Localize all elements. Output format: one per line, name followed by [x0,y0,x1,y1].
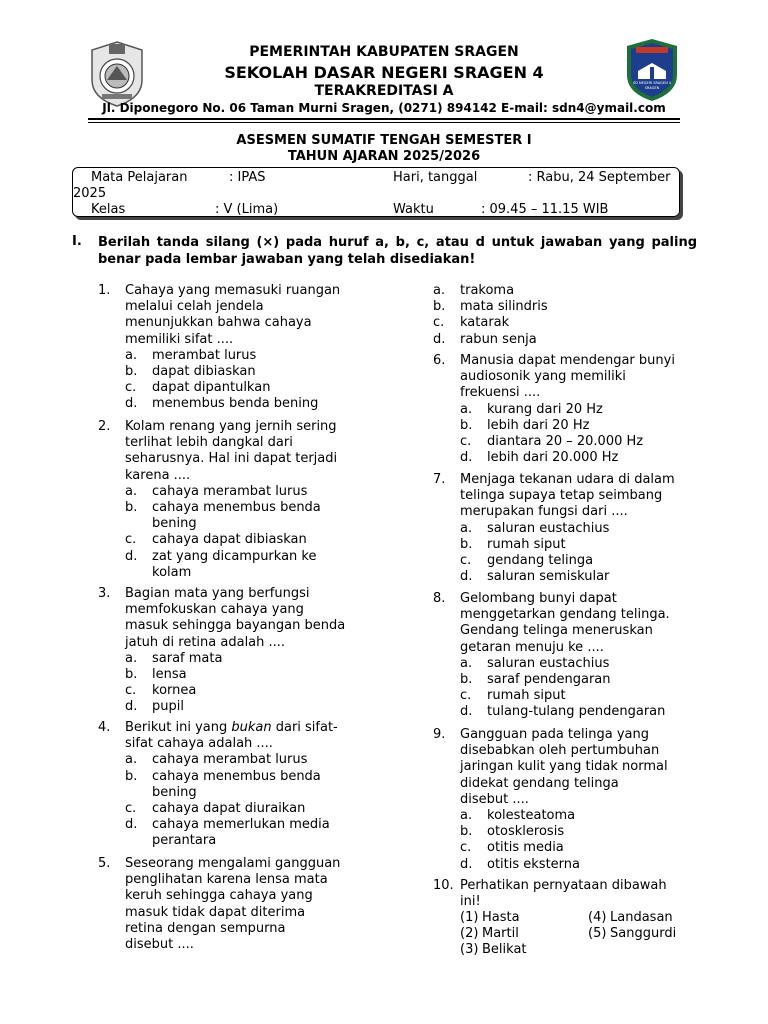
question-text: melalui celah jendela [125,299,264,315]
option-text: saraf pendengaran [487,672,611,687]
question-text: frekuensi .... [460,385,541,401]
option-text: cahaya menembus benda [152,768,321,784]
date-label: Hari, tanggal [393,170,478,185]
header-school-name: SEKOLAH DASAR NEGERI SRAGEN 4 [224,63,544,82]
option-letter: c. [125,532,137,548]
question-text: masuk tidak dapat diterima [125,904,306,920]
question-number: 3. [98,586,111,601]
question-text: jaringan kulit yang tidak normal [460,759,668,775]
option-text: dapat dipantulkan [152,380,271,396]
header-government: PEMERINTAH KABUPATEN SRAGEN [249,44,519,60]
option-letter: b. [460,417,473,433]
question-number: 2. [98,419,111,434]
question-text: seharusnya. Hal ini dapat terjadi [125,451,338,467]
exam-year: TAHUN AJARAN 2025/2026 [287,149,481,164]
class-value: : V (Lima) [215,202,279,217]
question-number: 7. [433,472,446,487]
question-text: Perhatikan pernyataan dibawah [460,878,667,893]
question-text: Kolam renang yang jernih sering [125,419,337,434]
question-text: Seseorang mengalami gangguan [125,856,341,871]
question-text: didekat gendang telinga [460,775,619,791]
question-text-part: Berikut ini yang [125,720,232,735]
option-letter: d. [460,856,473,872]
question-text-part: dari sifat- [271,720,338,735]
option-text: gendang telinga [487,553,594,568]
option-text: rabun senja [460,331,537,347]
option-text: kolam [152,564,192,580]
question-number: 1. [98,283,111,298]
question-text: memfokuskan cahaya yang [125,602,304,618]
option-letter: a. [460,655,473,671]
statement-text: Martil [482,926,519,941]
question-text: disebut .... [460,791,529,807]
question-number: 9. [433,727,446,742]
option-text: perantara [152,833,217,849]
question-text [125,720,338,735]
option-text: katarak [460,315,510,331]
option-letter: a. [125,483,138,499]
school-logo-subtext: SRAGEN [644,86,660,90]
subject-label: Mata Pelajaran [91,170,188,185]
option-letter: d. [125,396,138,412]
option-letter: c. [125,683,137,699]
question-number: 8. [433,591,446,606]
option-letter: d. [460,569,473,585]
option-text: saluran semiskular [487,569,610,585]
option-text: menembus benda bening [152,396,319,412]
option-letter: d. [460,450,473,466]
option-text: lebih dari 20 Hz [487,417,590,433]
question-text: merupakan fungsi dari .... [460,504,628,520]
question-text: menunjukkan bahwa cahaya [125,315,312,331]
exam-title: ASESMEN SUMATIF TENGAH SEMESTER I [236,133,532,148]
class-label: Kelas [91,202,126,217]
question-text: disebabkan oleh pertumbuhan [460,743,660,759]
option-text: cahaya merambat lurus [152,483,308,499]
option-text: tulang-tulang pendengaran [487,704,666,720]
option-text: cahaya memerlukan media [152,817,330,833]
statement-number: (4) [588,910,607,925]
statement-text: Hasta [482,910,520,925]
option-text: diantara 20 – 20.000 Hz [487,434,644,449]
option-letter: c. [125,380,137,396]
option-letter: c. [460,840,472,856]
option-text: saraf mata [152,650,223,666]
question-text: disebut .... [125,937,194,952]
option-letter: b. [460,536,473,552]
option-text: cahaya dapat diuraikan [152,801,306,816]
question-text: sifat cahaya adalah .... [125,736,273,752]
statement-number: (1) [460,910,479,925]
date-year: 2025 [73,186,107,201]
header-rule-thin [88,122,680,123]
option-text: cahaya menembus benda [152,500,321,515]
statement-text: Belikat [482,942,527,957]
option-text: zat yang dicampurkan ke [152,548,317,564]
time-value: : 09.45 – 11.15 WIB [481,202,609,217]
question-text: Cahaya yang memasuki ruangan [125,283,341,298]
question-text: penglihatan karena lensa mata [125,872,328,888]
option-letter: d. [125,548,138,564]
option-letter: c. [460,688,472,704]
header-rule [88,118,680,120]
question-text: Gelombang bunyi dapat [460,591,617,606]
option-text: rumah siput [487,536,566,552]
option-text: otosklerosis [487,824,565,840]
question-emphasis: bukan [231,720,272,735]
option-letter: b. [125,500,138,515]
question-text: Gangguan pada telinga yang [460,727,649,742]
option-letter: d. [433,331,446,347]
option-text: mata silindris [460,299,548,315]
question-number: 10. [433,878,454,893]
option-letter: a. [460,401,473,417]
header-accreditation: TERAKREDITASI A [314,83,454,99]
question-text: terlihat lebih dangkal dari [125,435,293,451]
question-text: memiliki sifat .... [125,331,234,347]
question-text: masuk sehingga bayangan benda [125,618,346,634]
option-text: bening [152,516,197,532]
section-instruction: Berilah tanda silang (×) pada huruf a, b, c, atau d untuk jawaban yang paling benar pada lembar jawaban yang telah disediakan! [98,235,697,267]
question-text: Gendang telinga meneruskan [460,623,653,639]
option-letter: b. [125,667,138,682]
question-text: karena .... [125,467,191,483]
question-text: Manusia dapat mendengar bunyi [460,353,675,368]
question-number: 6. [433,353,446,368]
option-letter: b. [125,768,138,784]
option-text: merambat lurus [152,347,257,363]
option-letter: a. [125,752,138,768]
school-logo-text: SD NEGERI SRAGEN 4 [632,81,672,85]
info-box [72,167,680,217]
question-text: Menjaga tekanan udara di dalam [460,472,675,487]
option-text: otitis media [487,840,564,856]
option-letter: c. [460,553,472,568]
section-number: I. [72,234,82,249]
option-letter: a. [460,520,473,536]
question-text: ini! [460,894,481,910]
option-text: pupil [152,699,184,715]
option-text: dapat dibiaskan [152,364,256,379]
option-text: otitis eksterna [487,856,580,872]
header-address: Jl. Diponegoro No. 06 Taman Murni Sragen, (0271) 894142 E-mail: sdn4@ymail.com [102,101,666,115]
date-value: : Rabu, 24 September [528,170,671,185]
option-letter: d. [125,699,138,715]
option-text: saluran eustachius [487,655,610,671]
option-letter: c. [433,315,445,331]
option-letter: b. [433,299,446,315]
option-letter: b. [460,672,473,687]
option-letter: d. [460,704,473,720]
option-text: kolesteatoma [487,808,576,823]
statement-number: (2) [460,926,479,941]
question-text: keruh sehingga cahaya yang [125,888,313,904]
question-text: getaran menuju ke .... [460,639,604,655]
option-text: kornea [152,683,197,699]
option-letter: a. [125,347,138,363]
option-letter: a. [433,283,446,298]
option-text: cahaya dapat dibiaskan [152,532,307,548]
option-text: trakoma [460,283,515,298]
option-text: cahaya merambat lurus [152,752,308,768]
question-text: jatuh di retina adalah .... [125,634,286,650]
question-text: retina dengan sempurna [125,920,286,936]
statement-text: Sanggurdi [610,926,677,941]
option-text: kurang dari 20 Hz [487,401,603,417]
question-text: audiosonik yang memiliki [460,369,626,385]
question-number: 5. [98,856,111,871]
option-letter: a. [460,808,473,823]
subject-value: : IPAS [229,170,266,185]
time-label: Waktu [393,202,434,217]
option-text: bening [152,784,197,800]
statement-number: (5) [588,926,607,941]
option-text: lensa [152,667,187,682]
option-letter: b. [125,364,138,379]
statement-text: Landasan [610,910,673,925]
question-text: Bagian mata yang berfungsi [125,586,310,601]
option-letter: c. [125,801,137,816]
question-number: 4. [98,720,111,735]
option-letter: c. [460,434,472,449]
option-text: rumah siput [487,688,566,704]
statement-number: (3) [460,942,479,957]
question-text: menggetarkan gendang telinga. [460,607,670,623]
option-letter: a. [125,650,138,666]
option-text: lebih dari 20.000 Hz [487,450,619,466]
option-letter: d. [125,817,138,833]
option-text: saluran eustachius [487,520,610,536]
question-text: telinga supaya tetap seimbang [460,488,663,504]
option-letter: b. [460,824,473,840]
